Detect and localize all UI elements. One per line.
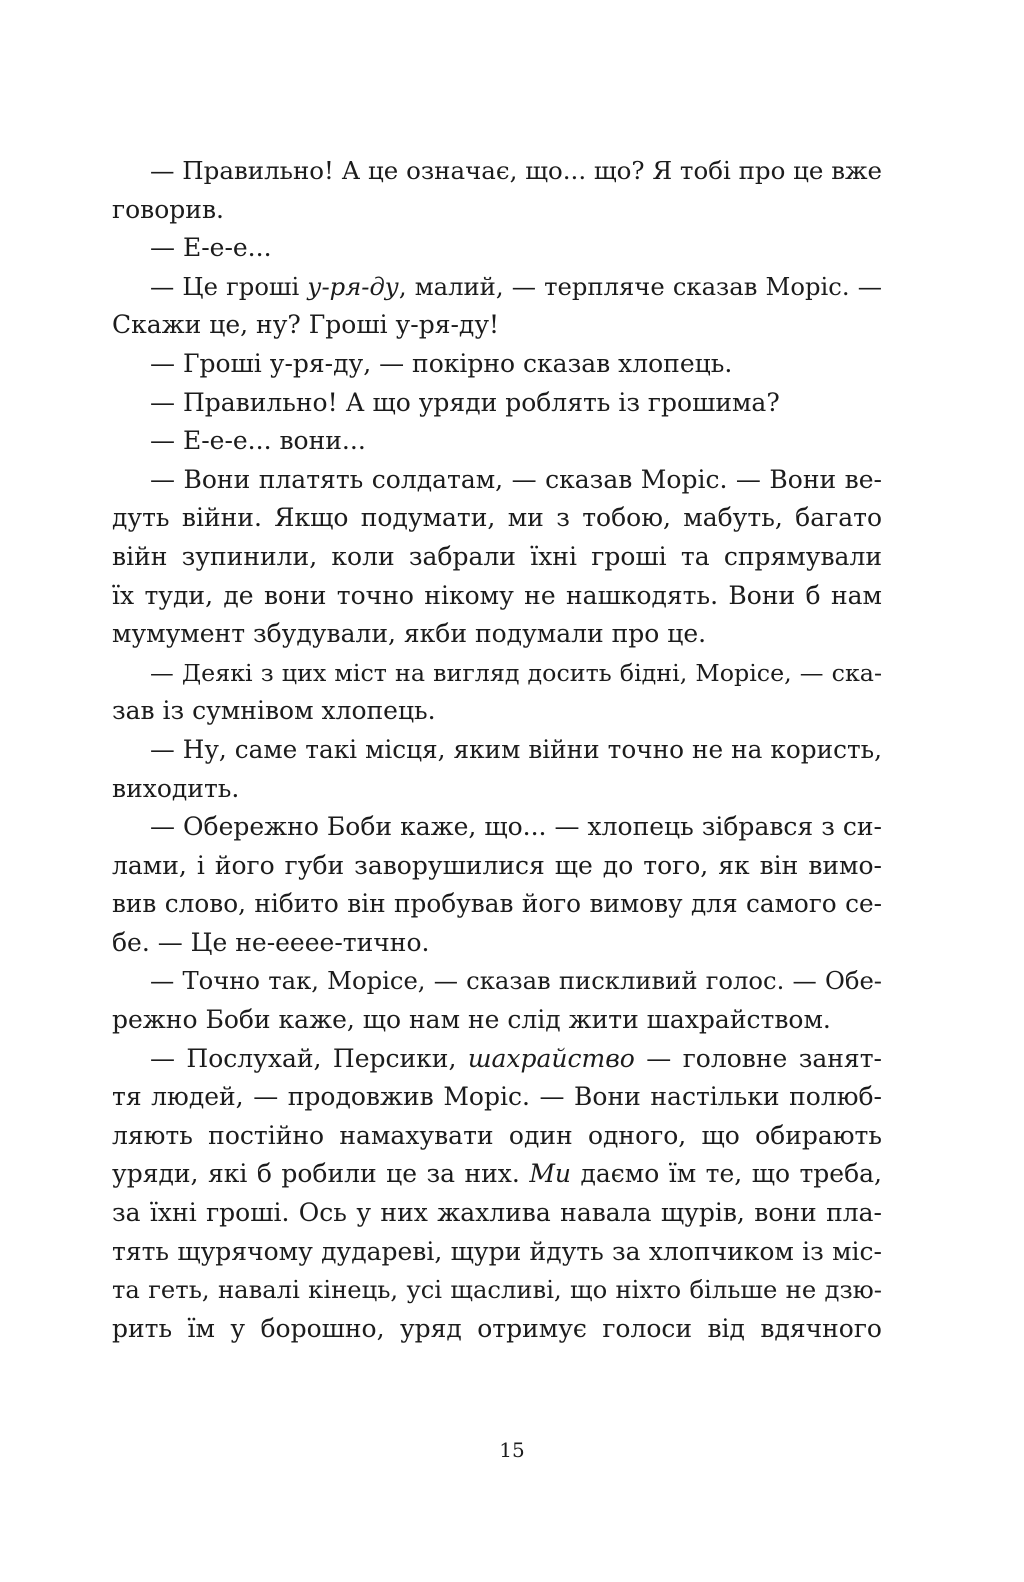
text-segment: даємо їм те, що треба,: [571, 1159, 882, 1189]
text-line: [112, 191, 882, 230]
text-segment: — Гроші у-ря-ду, — покірно сказав хлопець.: [150, 348, 733, 378]
text-line: [112, 1310, 882, 1349]
text-segment: , малий, — терпляче сказав Моріс. —: [398, 271, 882, 301]
text-segment: мумумент збудували, якби подумали про це.: [112, 619, 707, 649]
text-segment: виходить.: [112, 773, 240, 803]
text-line: [112, 1040, 882, 1079]
text-segment: — Ну, саме такі місця, яким війни точно не на користь,: [150, 734, 882, 764]
text-line: [112, 1001, 882, 1040]
text-line: [112, 345, 882, 384]
text-segment: зав із сумнівом хлопець.: [112, 696, 436, 726]
italic-text: шахрайство: [467, 1043, 635, 1073]
text-line: [112, 1194, 882, 1233]
text-segment: за їхні гроші. Ось у них жахлива навала щурів, вони пла-: [112, 1198, 882, 1228]
text-line: [112, 615, 882, 654]
text-line: [112, 268, 882, 307]
text-line: [112, 577, 882, 616]
text-line: [112, 461, 882, 500]
text-line: [112, 152, 882, 191]
italic-text: у-ря-ду: [307, 271, 399, 301]
text-line: [112, 731, 882, 770]
text-line: [112, 1155, 882, 1194]
text-segment: тя людей, — продовжив Моріс. — Вони настільки полюб-: [112, 1082, 882, 1112]
text-line: [112, 654, 882, 693]
text-segment: тять щурячому дудареві, щури йдуть за хлопчиком із міс-: [112, 1236, 882, 1266]
text-line: [112, 885, 882, 924]
text-line: [112, 808, 882, 847]
text-line: [112, 692, 882, 731]
text-line: [112, 499, 882, 538]
text-line: [112, 229, 882, 268]
text-segment: — Е-е-е...: [150, 233, 272, 263]
text-line: [112, 962, 882, 1001]
text-segment: їх туди, де вони точно нікому не нашкодять. Вони б нам: [112, 580, 882, 610]
text-segment: — Деякі з цих міст на вигляд досить бідні, Морісе, — ска-: [150, 658, 882, 687]
text-line: [112, 538, 882, 577]
text-line: [112, 306, 882, 345]
text-segment: уряди, які б робили це за них.: [112, 1159, 530, 1189]
text-segment: вив слово, нібито він пробував його вимову для самого се-: [112, 889, 882, 919]
text-segment: — Послухай, Персики,: [150, 1043, 468, 1073]
book-page-text: [112, 152, 882, 1348]
text-line: [112, 1117, 882, 1156]
text-line: [112, 384, 882, 423]
text-segment: режно Боби каже, що нам не слід жити шахрайством.: [112, 1005, 831, 1035]
text-line: [112, 1078, 882, 1117]
text-segment: — Правильно! А що уряди роблять із грошима?: [150, 387, 780, 417]
text-segment: рить їм у борошно, уряд отримує голоси від вдячного: [112, 1313, 882, 1343]
text-segment: — Це гроші: [150, 271, 308, 301]
text-segment: війн зупинили, коли забрали їхні гроші та спрямували: [112, 541, 882, 571]
text-segment: говорив.: [112, 194, 224, 224]
text-segment: ляють постійно намахувати один одного, що обирають: [112, 1120, 882, 1150]
text-segment: — Вони платять солдатам, — сказав Моріс. — Вони ве-: [150, 464, 882, 494]
text-line: [112, 770, 882, 809]
text-segment: лами, і його губи заворушилися ще до того, як він вимо-: [112, 850, 882, 880]
page-number: 15: [499, 1438, 525, 1462]
text-line: [112, 847, 882, 886]
text-line: [112, 422, 882, 461]
text-segment: — Е-е-е... вони...: [150, 426, 366, 456]
text-segment: — головне занят-: [634, 1043, 882, 1073]
text-segment: та геть, навалі кінець, усі щасливі, що ніхто більше не дзю-: [112, 1275, 882, 1305]
text-segment: бе. — Це не-еееe-тично.: [112, 927, 430, 957]
text-line: [112, 1233, 882, 1272]
text-segment: — Обережно Боби каже, що... — хлопець зібрався з си-: [150, 812, 882, 842]
text-segment: — Точно так, Морісе, — сказав пискливий голос. — Обе-: [150, 966, 882, 996]
text-segment: Скажи це, ну? Гроші у-ря-ду!: [112, 310, 500, 340]
text-line: [112, 1271, 882, 1310]
italic-text: Ми: [529, 1159, 572, 1189]
text-segment: — Правильно! А це означає, що... що? Я тобі про це вже: [150, 156, 883, 185]
text-segment: дуть війни. Якщо подумати, ми з тобою, мабуть, багато: [112, 503, 882, 533]
text-line: [112, 924, 882, 963]
